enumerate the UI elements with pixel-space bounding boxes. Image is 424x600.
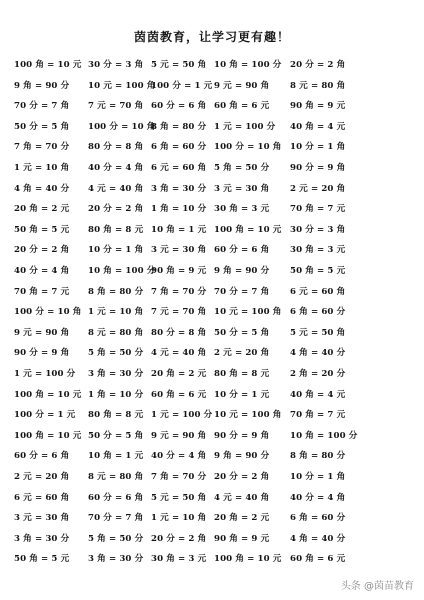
conversion-item: 6 角 = 60 分 (290, 307, 346, 318)
conversion-item: 5 元 = 50 角 (290, 327, 346, 338)
table-row (14, 117, 420, 137)
conversion-item: 50 分 = 5 角 (88, 430, 144, 441)
conversion-item: 20 角 = 2 元 (151, 369, 207, 379)
conversion-item: 4 角 = 40 分 (290, 348, 346, 359)
table-row (14, 446, 420, 466)
table-row (14, 323, 420, 343)
conversion-item: 100 分 = 1 元 (151, 80, 213, 91)
conversion-item: 20 分 = 2 角 (151, 533, 207, 544)
conversion-item: 60 角 = 6 元 (151, 389, 207, 400)
conversion-item: 1 元 = 10 角 (88, 307, 144, 318)
conversion-item: 3 角 = 30 分 (88, 554, 144, 565)
conversion-item: 100 角 = 10 元 (214, 224, 282, 235)
conversion-item: 5 元 = 50 角 (151, 60, 207, 70)
conversion-item: 70 分 = 7 角 (88, 513, 144, 524)
conversion-item: 1 角 = 10 分 (151, 204, 207, 215)
conversion-item: 40 角 = 4 元 (290, 121, 346, 132)
conversion-item: 10 元 = 100 角 (88, 80, 156, 91)
conversion-item: 6 元 = 60 角 (14, 492, 70, 503)
conversion-item: 80 角 = 8 元 (88, 224, 144, 235)
conversion-item: 6 角 = 60 分 (151, 142, 207, 153)
conversion-item: 60 角 = 6 元 (214, 101, 270, 112)
conversion-item: 90 分 = 9 角 (14, 348, 70, 359)
conversion-item: 10 角 = 100 分 (290, 430, 358, 441)
conversion-item: 5 角 = 50 分 (88, 348, 144, 359)
conversion-item: 9 角 = 90 分 (14, 80, 70, 91)
conversion-item: 4 元 = 40 角 (88, 183, 144, 194)
conversion-item: 9 元 = 90 角 (14, 327, 70, 338)
conversion-item: 100 分 = 1 元 (14, 410, 76, 421)
table-row (14, 199, 420, 219)
table-row (14, 96, 420, 116)
conversion-item: 8 元 = 80 角 (88, 472, 144, 482)
conversion-item: 1 元 = 100 分 (214, 121, 276, 132)
conversion-item: 10 分 = 1 元 (214, 389, 270, 400)
conversion-item: 70 角 = 7 元 (290, 410, 346, 421)
table-row (14, 488, 420, 508)
conversion-item: 60 角 = 6 元 (290, 554, 346, 565)
conversion-item: 5 角 = 50 分 (214, 163, 270, 173)
conversion-item: 100 角 = 10 元 (214, 554, 282, 565)
conversion-item: 2 元 = 20 角 (14, 472, 70, 482)
conversion-item: 3 元 = 30 角 (214, 183, 270, 194)
conversion-item: 7 角 = 70 分 (14, 142, 70, 153)
conversion-item: 8 元 = 80 角 (290, 80, 346, 91)
conversion-item: 9 角 = 90 分 (214, 451, 270, 462)
conversion-item: 20 角 = 2 元 (14, 204, 70, 215)
conversion-item: 2 角 = 20 分 (290, 369, 346, 379)
conversion-item: 3 元 = 30 角 (14, 513, 70, 524)
conversion-item: 10 元 = 100 角 (214, 410, 282, 421)
conversion-item: 50 角 = 5 元 (14, 224, 70, 235)
conversion-item: 90 分 = 9 角 (214, 430, 270, 441)
table-row (14, 364, 420, 384)
conversion-item: 70 角 = 7 元 (290, 204, 346, 215)
conversion-item: 9 角 = 90 分 (214, 266, 270, 276)
conversion-item: 10 元 = 100 角 (214, 307, 282, 318)
conversion-item: 100 分 = 10 角 (14, 307, 82, 318)
table-row (14, 549, 420, 569)
table-row (14, 508, 420, 528)
conversion-item: 90 角 = 9 元 (151, 266, 207, 276)
conversion-item: 7 元 = 70 角 (151, 307, 207, 318)
conversion-item: 9 元 = 90 角 (214, 80, 270, 91)
conversion-item: 1 元 = 100 分 (14, 369, 76, 379)
table-row (14, 158, 420, 178)
conversion-item: 5 角 = 50 分 (88, 533, 144, 544)
conversion-item: 50 角 = 5 元 (14, 554, 70, 565)
conversion-item: 80 分 = 8 角 (88, 142, 144, 153)
conversion-item: 10 角 = 100 分 (88, 266, 156, 276)
conversion-item: 50 分 = 5 角 (14, 121, 70, 132)
conversion-item: 4 角 = 40 分 (290, 533, 346, 544)
conversion-item: 40 分 = 4 角 (151, 451, 207, 462)
conversion-item: 9 元 = 90 角 (151, 430, 207, 441)
conversion-item: 4 角 = 40 分 (14, 183, 70, 194)
table-row (14, 529, 420, 549)
conversion-item: 10 分 = 1 角 (88, 245, 144, 256)
table-row (14, 467, 420, 487)
table-row (14, 426, 420, 446)
conversion-item: 5 元 = 50 角 (151, 492, 207, 503)
conversion-item: 8 角 = 80 分 (88, 286, 144, 297)
table-row (14, 282, 420, 302)
conversion-item: 30 角 = 3 元 (151, 554, 207, 565)
conversion-item: 8 元 = 80 角 (88, 327, 144, 338)
conversion-item: 6 角 = 60 分 (290, 513, 346, 524)
conversion-item: 100 角 = 10 元 (14, 430, 82, 441)
conversion-item: 90 角 = 9 元 (214, 533, 270, 544)
conversion-item: 90 角 = 9 元 (290, 101, 346, 112)
conversion-item: 20 分 = 2 角 (290, 60, 346, 70)
conversion-item: 3 角 = 30 分 (88, 369, 144, 379)
table-row (14, 261, 420, 281)
table-row (14, 220, 420, 240)
conversion-item: 8 角 = 80 分 (151, 121, 207, 132)
conversion-item: 60 分 = 6 角 (214, 245, 270, 256)
conversion-item: 6 元 = 60 角 (290, 286, 346, 297)
conversion-item: 2 元 = 20 角 (290, 183, 346, 194)
table-row (14, 302, 420, 322)
conversion-item: 80 角 = 8 元 (214, 369, 270, 379)
conversion-item: 4 元 = 40 角 (151, 348, 207, 359)
conversion-item: 40 分 = 4 角 (290, 492, 346, 503)
conversion-item: 20 分 = 2 角 (88, 204, 144, 215)
conversion-grid (14, 55, 420, 565)
conversion-item: 70 角 = 7 元 (14, 286, 70, 297)
conversion-item: 100 角 = 10 元 (14, 389, 82, 400)
conversion-item: 30 角 = 3 元 (214, 204, 270, 215)
conversion-item: 2 元 = 20 角 (214, 348, 270, 359)
table-row (14, 385, 420, 405)
conversion-item: 60 分 = 6 角 (151, 101, 207, 112)
conversion-item: 30 角 = 3 元 (290, 245, 346, 256)
conversion-item: 30 分 = 3 角 (88, 60, 144, 70)
conversion-item: 10 角 = 100 分 (214, 60, 282, 70)
conversion-item: 20 角 = 2 元 (214, 513, 270, 524)
conversion-item: 10 角 = 1 元 (151, 224, 207, 235)
page-title: 茵茵教育，让学习更有趣！ (133, 30, 290, 44)
conversion-item: 10 分 = 1 角 (290, 472, 346, 482)
conversion-item: 70 分 = 7 角 (14, 101, 70, 112)
conversion-item: 80 角 = 8 元 (88, 410, 144, 421)
conversion-item: 90 分 = 9 角 (290, 163, 346, 173)
conversion-item: 80 分 = 8 角 (151, 327, 207, 338)
conversion-item: 20 分 = 2 角 (214, 472, 270, 482)
table-row (14, 240, 420, 260)
table-row (14, 343, 420, 363)
conversion-item: 1 元 = 10 角 (14, 163, 70, 173)
conversion-item: 50 角 = 5 元 (290, 266, 346, 276)
conversion-item: 10 角 = 1 元 (88, 451, 144, 462)
conversion-item: 7 角 = 70 分 (151, 286, 207, 297)
conversion-item: 30 分 = 3 角 (290, 224, 346, 235)
conversion-item: 40 分 = 4 角 (14, 266, 70, 276)
conversion-item: 10 分 = 1 角 (290, 142, 346, 153)
conversion-item: 1 元 = 100 分 (151, 410, 213, 421)
conversion-item: 60 分 = 6 角 (88, 492, 144, 503)
watermark: 头条 @茵苗教育 (340, 581, 414, 592)
conversion-item: 6 元 = 60 角 (151, 163, 207, 173)
conversion-item: 100 角 = 10 元 (14, 60, 82, 70)
table-row (14, 137, 420, 157)
conversion-item: 100 分 = 10 角 (214, 142, 282, 153)
conversion-item: 4 元 = 40 角 (214, 492, 270, 503)
conversion-item: 60 分 = 6 角 (14, 451, 70, 462)
conversion-item: 40 分 = 4 角 (88, 163, 144, 173)
conversion-item: 20 分 = 2 角 (14, 245, 70, 256)
conversion-item: 3 元 = 30 角 (151, 245, 207, 256)
conversion-item: 1 元 = 10 角 (151, 513, 207, 524)
conversion-item: 3 角 = 30 分 (151, 183, 207, 194)
conversion-item: 40 角 = 4 元 (290, 389, 346, 400)
conversion-item: 7 元 = 70 角 (88, 101, 144, 112)
table-row (14, 179, 420, 199)
conversion-item: 100 分 = 10 角 (88, 121, 156, 132)
table-row (14, 405, 420, 425)
table-row (14, 55, 420, 75)
conversion-item: 8 角 = 80 分 (290, 451, 346, 462)
conversion-item: 70 分 = 7 角 (214, 286, 270, 297)
conversion-item: 1 角 = 10 分 (88, 389, 144, 400)
conversion-item: 3 角 = 30 分 (14, 533, 70, 544)
conversion-item: 50 分 = 5 角 (214, 327, 270, 338)
table-row (14, 76, 420, 96)
conversion-item: 7 角 = 70 分 (151, 472, 207, 482)
